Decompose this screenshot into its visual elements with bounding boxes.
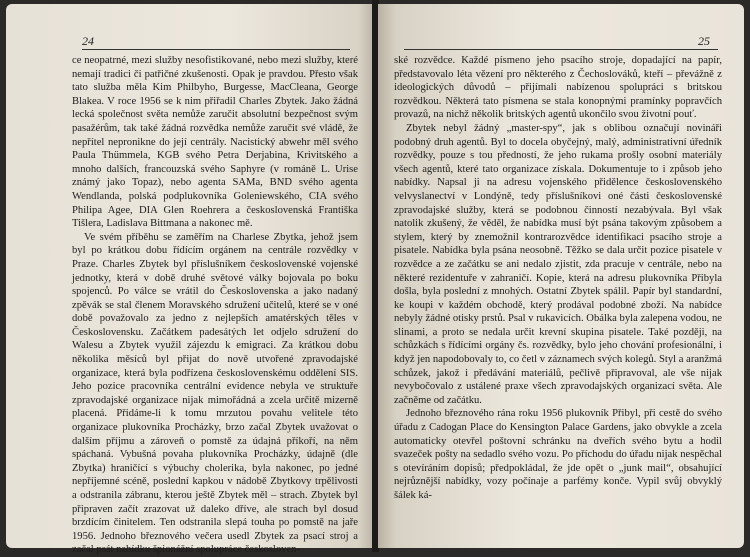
- header-rule-right: [404, 49, 718, 50]
- paragraph: ské rozvědce. Každé písmeno jeho psacího stroje, dopadající na papír, představovalo léta vězení pro některého z Čechoslováků, kteří – převážně z ideologických důvodů – přijímali nabízenou spolupráci s britskou rozvědkou. Některá tato písmena se stala konopnými pramínky popravčích provazů, na nichž několik britských agentů ukončilo svou životní pouť.: [394, 55, 722, 121]
- paragraph: Jednoho březnového rána roku 1956 plukovník Přibyl, při cestě do svého úřadu z Cadogan Place do Kensington Palace Gardens, jako obvykle a zcela automaticky otevřel poštovní schránku na dveřích svého bytu a hodil svazeček pošty na sedadlo svého vozu. Po příchodu do úřadu nijak nespěchal s otevíráním dopisů; předpokládal, že jde opět o „junk mail“, obsahující nejrůznější nabídky, vozy počínaje a parfémy konče. Vypil svůj obvyklý šálek ká-: [394, 408, 722, 501]
- right-page-body: [394, 54, 722, 503]
- left-page: [6, 4, 373, 556]
- paragraph: ce neopatrné, mezi služby nesofistikované, nebo mezi služby, které nemají tradici či patřičné zkušenosti. Opak je pravdou. Přesto však tato služba měla Kim Philbyho, Burgesse, MacCleana, George Blakea. V roce 1956 se k nim přiřadil Charles Zbytek. Jako žádná lecká společnost světa nemůže zaručit absolutní bezpečnost svým pasažérům, tak také žádná rozvědka nemůže zaručit své vládě, že nepřítel nepronikne do její centrály. Nacistický abwehr měl svého Paula Thümmela, KGB svého Petra Derjabina, Krivitského a mnoho dalších, francouzská svého Saphyre (v románě L. Urise známý jako Topaz), nebo agenta SAMa, BND svého agenta Wendlanda, polská podplukovníka Goleniewského, CIA svého Philipa Agee, DIA Glen Roehrera a československá Františka Tišlera, Ladislava Bittmana a nakonec mě.: [72, 55, 358, 230]
- page-number-right: 25: [698, 34, 710, 48]
- left-page-body: [72, 54, 358, 557]
- paragraph: Ve svém příběhu se zaměřím na Charlese Zbytka, jehož jsem byl po krátkou dobu řídícím orgánem na centrále rozvědky v Praze. Charles Zbytek byl příslušníkem československé vojenské jednotky, která v době druhé světové války bojovala po boku spojenců. Po válce se vrátil do Československa a jako nadaný zpěvák se stal členem Moravského sdružení učitelů, které se v oné době považovalo za jedno z nejlepších amatérských těles v Československu. Začátkem padesátých let odjelo sdružení do Walesu a Zbytek využil zájezdu k emigraci. Za krátkou dobu několika měsíců byl přijat do nově utvořené zpravodajské organizace, která byla podřízena československému oddělení SIS. Jeho pozice pracovníka centrální evidence nebyla ve struktuře zpravodajské organizace nijak mimořádná a zcela určitě mizerně placená. Přidáme-li k tomu mrzutou povahu velitele této organizace plukovníka Procházky, brzo začal Zbytek uvažovat o dalším příjmu a zároveň o pomstě za údajná příkoří, na něm spáchaná. Vybušná povaha plukovníka Procházky, údajně (dle Zbytka) hraničící s výbuchy cholerika, byla nakonec, po jedné nepříjemné scéně, poslední kapkou v nádobě Zbytkovy trpělivosti a odstranila zábranu, kterou ještě Zbytek měl – strach. Zbytek byl připraven začít zrazovat už daleko dříve, ale strach byl dosud brzdícím činitelem. Ten odstranila slepá touha po pomstě na jaře 1956. Jednoho březnového večera usedl Zbytek za psací stroj a začal psát nabídku špionážní spolupráce českosloven-: [72, 231, 358, 556]
- header-rule-left: [82, 49, 350, 50]
- page-number-left: 24: [82, 34, 94, 48]
- paragraph: Zbytek nebyl žádný „master-spy“, jak s oblibou označují novináři podobný druh agentů. Byl to docela obyčejný, malý, administrativní úředník rozvědky, pouze s tou předností, že jeho rukama prošly osobní materiály všech agentů, které tato organizace získala. Dokumentuje to i způsob jeho nabídky. Napsal ji na adresu vojenského přidělence československého velvyslanectví v Londýně, tedy příslušníkovi oné části československé zpravodajské služby, která se podobnou činností nezabývala. Byl však natolik zkušený, že věděl, že nabídka musí být psána takovým způsobem a stylem, který by znemožnil kontrarozvědce identifikaci psacího stroje a pisatele. Nabídka byla psána neosobně. Těžko se dala určit pozice pisatele v rozvědce a ze začátku se ani nedalo zjistit, zda pracuje v centrále, nebo na některé rezidentuře v zahraničí. Kopie, která na adresu plukovníka Přibyla došla, byla poslední z mnohých. Ostatní Zbytek spálil. Papír byl standardní, ke koupi v každém obchodě, který prodával podobné zboží. Na nabídce nebyly žádné otisky prstů. Psal v rukavicích. Obálka byla zalepena vodou, ne slinami, a proto se nedala určit krevní skupina pisatele. Také později, na schůzkách s řídícími orgány čs. rozvědky, bylo jeho chování profesionální, i když jen napodobovaly to, co četl v záznamech svých kolegů. Styl a aranžmá schůzek, jakož i předávání materiálů, pečlivě připravoval, ale vše nijak nevybočovalo z ustálené praxe všech zpravodajských organizací světa. Ale začněme od začátku.: [394, 122, 722, 406]
- right-page: [378, 4, 744, 548]
